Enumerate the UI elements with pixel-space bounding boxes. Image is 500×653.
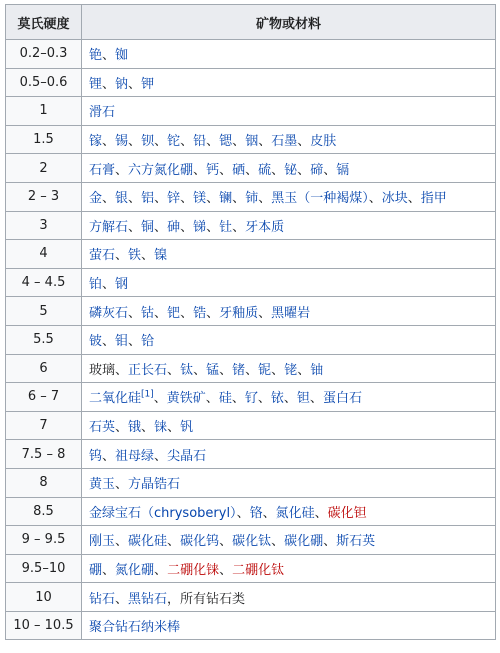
hardness-cell: 3	[6, 211, 82, 240]
material-link[interactable]: 铈	[245, 191, 259, 207]
separator-text: 、	[141, 420, 155, 436]
separator-text: 、	[153, 391, 167, 407]
separator-text: 、	[205, 391, 219, 407]
material-link[interactable]: 锶	[219, 134, 233, 150]
material-link[interactable]: 金绿宝石（chrysoberyl）	[89, 505, 237, 521]
separator-text: 、	[115, 362, 129, 378]
separator-text: 、	[206, 305, 220, 321]
separator-text: 、	[115, 477, 129, 493]
material-link[interactable]: 铌	[258, 362, 272, 378]
material-link[interactable]: 铀	[310, 362, 324, 378]
separator-text: 、	[102, 448, 116, 464]
material-link[interactable]: 钍	[219, 219, 233, 235]
material-link[interactable]: 石膏	[89, 162, 116, 178]
table-row	[6, 497, 496, 526]
material-link[interactable]: 锡	[115, 134, 129, 150]
material-link[interactable]: （一种褐煤）	[297, 191, 369, 207]
separator-text: 、	[219, 362, 233, 378]
material-link[interactable]: 钴	[141, 305, 155, 321]
separator-text: 、	[167, 534, 181, 550]
material-link[interactable]: 祖母绿	[115, 448, 155, 464]
hardness-cell: 10	[6, 583, 82, 612]
table-row	[6, 554, 496, 583]
separator-text: 、	[258, 305, 272, 321]
separator-text: 、	[232, 134, 246, 150]
table-row	[6, 468, 496, 497]
separator-text: 、	[102, 334, 116, 350]
material-link[interactable]: 碳化硼	[284, 534, 324, 550]
table-header-row	[6, 5, 496, 40]
separator-text: 、	[297, 362, 311, 378]
table-row	[6, 526, 496, 555]
separator-text: 、	[141, 248, 155, 264]
material-link[interactable]: 牙釉质	[219, 305, 259, 321]
material-link[interactable]: 钨	[89, 448, 103, 464]
separator-text: 、	[115, 162, 129, 178]
hardness-cell: 9.5–10	[6, 554, 82, 583]
material-link[interactable]: 二氧化硅	[89, 391, 142, 407]
material-link[interactable]: 黄铁矿	[166, 391, 206, 407]
material-link[interactable]: 铷	[115, 48, 129, 64]
separator-text: 、	[245, 162, 259, 178]
material-link[interactable]: 钾	[141, 76, 155, 92]
table-row	[6, 182, 496, 211]
material-link[interactable]: 铂	[89, 277, 103, 293]
materials-cell	[82, 68, 496, 97]
material-link[interactable]: 金	[89, 191, 103, 207]
separator-text: ，所有钻石类	[167, 591, 246, 607]
material-link[interactable]: 钢	[115, 277, 129, 293]
header-hardness: 莫氏硬度	[6, 5, 82, 40]
material-link[interactable]: 黄玉	[89, 477, 116, 493]
separator-text: 、	[154, 191, 168, 207]
material-link[interactable]: 钻石	[89, 591, 116, 607]
material-link[interactable]: 钡	[141, 134, 155, 150]
material-link[interactable]: 钛	[180, 362, 194, 378]
material-link[interactable]: 硼	[89, 562, 103, 578]
material-link[interactable]: 钙	[206, 162, 220, 178]
materials-cell	[82, 411, 496, 440]
materials-cell	[82, 154, 496, 183]
separator-text: 、	[323, 534, 337, 550]
separator-text: 、	[232, 191, 246, 207]
separator-text: 、	[167, 362, 181, 378]
material-link[interactable]: 钌	[244, 391, 258, 407]
material-link[interactable]: 正长石	[128, 362, 168, 378]
reference-superscript[interactable]: [1]	[141, 390, 154, 401]
material-link[interactable]: 铋	[284, 162, 298, 178]
material-redlink[interactable]: 碳化钽	[327, 505, 367, 521]
material-link[interactable]: 指甲	[420, 191, 447, 207]
separator-text: 、	[206, 134, 220, 150]
material-redlink[interactable]: 二硼化铼	[167, 562, 220, 578]
material-link[interactable]: 斯石英	[336, 534, 376, 550]
table-row	[6, 383, 496, 412]
hardness-cell: 8	[6, 468, 82, 497]
material-link[interactable]: 锆	[193, 305, 207, 321]
materials-cell	[82, 125, 496, 154]
materials-cell	[82, 240, 496, 269]
material-link[interactable]: 锗	[232, 362, 246, 378]
separator-text: 、	[232, 219, 246, 235]
separator-text: 、	[167, 420, 181, 436]
table-row	[6, 268, 496, 297]
separator-text: 、	[128, 305, 142, 321]
material-link[interactable]: 铑	[284, 362, 298, 378]
table-row	[6, 154, 496, 183]
separator-text: 、	[262, 505, 276, 521]
material-link[interactable]: 铅	[193, 134, 207, 150]
separator-text: 、	[128, 219, 142, 235]
hardness-cell: 2	[6, 154, 82, 183]
separator-text: 、	[102, 277, 116, 293]
material-link[interactable]: 银	[115, 191, 129, 207]
separator-text: 、	[283, 391, 297, 407]
table-row	[6, 240, 496, 269]
materials-cell	[82, 611, 496, 640]
material-link[interactable]: 冰块	[381, 191, 408, 207]
materials-cell	[82, 468, 496, 497]
separator-text: 、	[231, 391, 245, 407]
materials-cell	[82, 40, 496, 69]
separator-text: 、	[154, 448, 168, 464]
material-link[interactable]: 铍	[89, 334, 103, 350]
separator-text: 、	[323, 162, 337, 178]
table-row	[6, 325, 496, 354]
separator-text: 、	[180, 134, 194, 150]
material-link[interactable]: 铜	[141, 219, 155, 235]
separator-text: 、	[314, 505, 328, 521]
materials-cell	[82, 211, 496, 240]
material-link[interactable]: 镉	[336, 162, 350, 178]
hardness-cell: 6 – 7	[6, 383, 82, 412]
separator-text: 、	[102, 191, 116, 207]
separator-text: 、	[271, 162, 285, 178]
hardness-cell: 4 – 4.5	[6, 268, 82, 297]
material-link[interactable]: 牙本质	[245, 219, 285, 235]
material-link[interactable]: 黑钻石	[128, 591, 168, 607]
separator-text: 、	[180, 191, 194, 207]
material-link[interactable]: 铁	[128, 248, 142, 264]
hardness-cell: 2 – 3	[6, 182, 82, 211]
table-row	[6, 211, 496, 240]
separator-text: 、	[219, 562, 233, 578]
material-link[interactable]: 皮肤	[310, 134, 337, 150]
material-link[interactable]: 聚合钻石纳米棒	[89, 620, 181, 636]
material-link[interactable]: 萤石	[89, 248, 116, 264]
separator-text: 、	[128, 76, 142, 92]
hardness-cell: 0.2–0.3	[6, 40, 82, 69]
separator-text: 、	[154, 219, 168, 235]
separator-text: 、	[297, 162, 311, 178]
separator-text: 、	[128, 191, 142, 207]
hardness-cell: 8.5	[6, 497, 82, 526]
separator-text: 、	[128, 334, 142, 350]
separator-text: 、	[115, 534, 129, 550]
mohs-hardness-table	[5, 4, 496, 640]
separator-text: 、	[258, 191, 272, 207]
material-link[interactable]: 氮化硼	[115, 562, 155, 578]
material-link[interactable]: 氮化硅	[275, 505, 315, 521]
separator-text: 、	[219, 162, 233, 178]
material-link[interactable]: 铬	[249, 505, 263, 521]
hardness-cell: 5.5	[6, 325, 82, 354]
materials-cell	[82, 526, 496, 555]
separator-text: 、	[102, 562, 116, 578]
separator-text: 、	[115, 420, 129, 436]
hardness-table-container	[5, 4, 496, 640]
material-redlink[interactable]: 二硼化钛	[232, 562, 285, 578]
separator-text: 、	[309, 391, 323, 407]
material-link[interactable]: 铼	[154, 420, 168, 436]
separator-text: 、	[297, 134, 311, 150]
separator-text: 、	[180, 219, 194, 235]
separator-text: 、	[245, 362, 259, 378]
material-link[interactable]: 方晶锆石	[128, 477, 181, 493]
separator-text: 、	[115, 248, 129, 264]
separator-text: 、	[219, 534, 233, 550]
material-link[interactable]: 钽	[296, 391, 310, 407]
materials-cell	[82, 497, 496, 526]
separator-text: 、	[154, 134, 168, 150]
separator-text: 、	[206, 191, 220, 207]
material-link[interactable]: 锂	[89, 76, 103, 92]
hardness-cell: 5	[6, 297, 82, 326]
materials-cell	[82, 583, 496, 612]
table-row	[6, 611, 496, 640]
material-link[interactable]: 钒	[180, 420, 194, 436]
materials-cell	[82, 268, 496, 297]
hardness-cell: 9 – 9.5	[6, 526, 82, 555]
hardness-cell: 4	[6, 240, 82, 269]
material-link[interactable]: 磷灰石	[89, 305, 129, 321]
hardness-cell: 1.5	[6, 125, 82, 154]
separator-text: 、	[236, 505, 250, 521]
table-row	[6, 97, 496, 126]
material-link[interactable]: 刚玉	[89, 534, 116, 550]
hardness-cell: 7.5 – 8	[6, 440, 82, 469]
table-row	[6, 68, 496, 97]
hardness-cell: 6	[6, 354, 82, 383]
separator-text: 、	[271, 534, 285, 550]
separator-text: 、	[271, 362, 285, 378]
hardness-cell: 0.5–0.6	[6, 68, 82, 97]
material-link[interactable]: 黑玉	[271, 191, 298, 207]
material-link[interactable]: 铱	[270, 391, 284, 407]
separator-text: 、	[102, 76, 116, 92]
separator-text: 、	[257, 391, 271, 407]
materials-cell	[82, 354, 496, 383]
material-link[interactable]: 滑石	[89, 105, 116, 121]
material-link[interactable]: 石墨	[271, 134, 298, 150]
material-link[interactable]: 石英	[89, 420, 116, 436]
separator-text: 玻璃	[89, 362, 116, 378]
material-link[interactable]: 铯	[89, 48, 103, 64]
materials-cell	[82, 97, 496, 126]
material-link[interactable]: 镧	[219, 191, 233, 207]
material-link[interactable]: 钠	[115, 76, 129, 92]
material-link[interactable]: 锌	[167, 191, 181, 207]
material-link[interactable]: 碳化硅	[128, 534, 168, 550]
separator-text: 、	[102, 48, 116, 64]
materials-cell	[82, 383, 496, 412]
material-link[interactable]: 镁	[193, 191, 207, 207]
material-link[interactable]: 钯	[167, 305, 181, 321]
hardness-cell: 7	[6, 411, 82, 440]
material-link[interactable]: 钼	[115, 334, 129, 350]
material-link[interactable]: 镍	[154, 248, 168, 264]
material-link[interactable]: 铊	[167, 134, 181, 150]
material-link[interactable]: 六方氮化硼	[128, 162, 194, 178]
separator-text: 、	[407, 191, 421, 207]
separator-text: 、	[154, 305, 168, 321]
separator-text: 、	[128, 134, 142, 150]
material-link[interactable]: 铝	[141, 191, 155, 207]
table-row	[6, 583, 496, 612]
separator-text: 、	[102, 134, 116, 150]
material-link[interactable]: 碲	[310, 162, 324, 178]
material-link[interactable]: 硅	[218, 391, 232, 407]
material-link[interactable]: 黑曜岩	[271, 305, 311, 321]
hardness-cell: 10 – 10.5	[6, 611, 82, 640]
table-row	[6, 354, 496, 383]
table-row	[6, 125, 496, 154]
material-link[interactable]: 铪	[141, 334, 155, 350]
separator-text: 、	[368, 191, 382, 207]
materials-cell	[82, 440, 496, 469]
separator-text: 、	[193, 162, 207, 178]
material-link[interactable]: 镓	[89, 134, 103, 150]
material-link[interactable]: 硫	[258, 162, 272, 178]
material-link[interactable]: 铟	[245, 134, 259, 150]
separator-text: 、	[115, 591, 129, 607]
table-row	[6, 411, 496, 440]
separator-text: 、	[180, 305, 194, 321]
separator-text: 、	[154, 562, 168, 578]
materials-cell	[82, 182, 496, 211]
material-link[interactable]: 锰	[206, 362, 220, 378]
material-link[interactable]: 蛋白石	[322, 391, 362, 407]
hardness-cell: 1	[6, 97, 82, 126]
header-material: 矿物或材料	[82, 5, 496, 40]
material-link[interactable]: 锑	[193, 219, 207, 235]
materials-cell	[82, 554, 496, 583]
material-link[interactable]: 砷	[167, 219, 181, 235]
material-link[interactable]: 碳化钨	[180, 534, 220, 550]
separator-text: 、	[258, 134, 272, 150]
material-link[interactable]: 锇	[128, 420, 142, 436]
separator-text: 、	[193, 362, 207, 378]
table-body	[6, 40, 496, 640]
material-link[interactable]: 碳化钛	[232, 534, 272, 550]
table-row	[6, 297, 496, 326]
material-link[interactable]: 硒	[232, 162, 246, 178]
separator-text: 、	[206, 219, 220, 235]
material-link[interactable]: 尖晶石	[167, 448, 207, 464]
materials-cell	[82, 297, 496, 326]
material-link[interactable]: 方解石	[89, 219, 129, 235]
table-row	[6, 40, 496, 69]
materials-cell	[82, 325, 496, 354]
table-row	[6, 440, 496, 469]
